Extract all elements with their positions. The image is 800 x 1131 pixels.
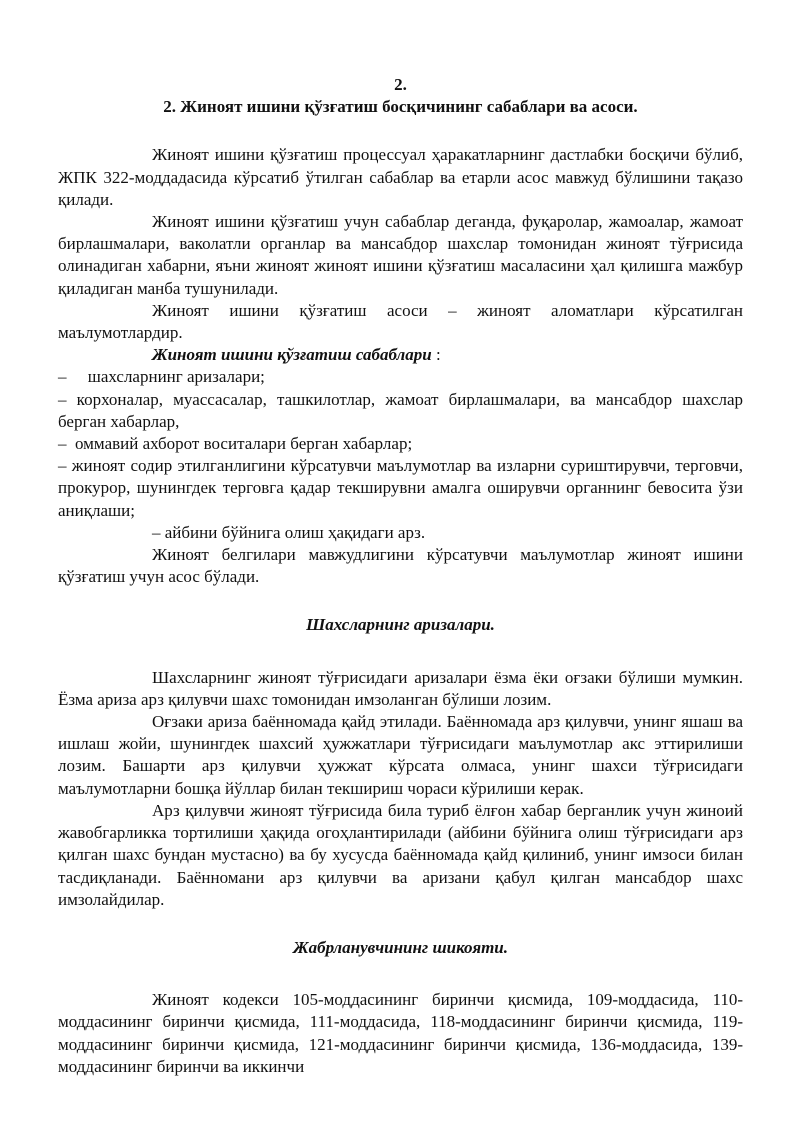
subheading-applications: Шахсларнинг аризалари.: [306, 615, 495, 635]
applications-paragraph-3: Арз қилувчи жиноят тўғрисида била туриб ёлғон хабар берганлик учун жиноий жавобгарликка тортилиши ҳақида огоҳлантирилади (айбини бўйнига олиш тўғрисидаги арз қилган шахс бундан мустасно) ва бу хусусда баённомада қайд қилиниб, унинг имзоси билан тасдиқланади. Баённомани арз қилувчи ва аризани қабул қилган мансабдор шахс имзолайдилар.: [58, 800, 743, 909]
document-page: [58, 74, 743, 1078]
intro-paragraph-3: Жиноят ишини қўзғатиш асоси – жиноят аломатлари кўрсатилган маълумотлардир.: [58, 300, 743, 343]
applications-paragraph-2: Оғзаки ариза баённомада қайд этилади. Баённомада арз қилувчи, унинг яшаш ва ишлаш жойи, шунингдек шахсий ҳужжатлари тўғрисидаги маълумотлар акс эттирилиши лозим. Башарти арз қилувчи ҳужжат кўрсата олмаса, унинг шахси тўғрисидаги маълумотларни бошқа йўллар билан текшириш чораси кўрилиши керак.: [58, 712, 743, 798]
section-title: 2. Жиноят ишини қўзғатиш босқичининг сабаблари ва асоси.: [163, 97, 638, 117]
intro-paragraph-1: Жиноят ишини қўзғатиш процессуал ҳаракатларнинг дастлабки босқичи бўлиб, ЖПК 322-моддадасида кўрсатиб ўтилган сабаблар ва етарли асос мавжуд бўлишини тақазо қилади.: [58, 145, 743, 209]
reason-item-1: – шахсларнинг аризалари;: [58, 367, 265, 387]
basis-paragraph: Жиноят белгилари мавжудлигини кўрсатувчи маълумотлар жиноят ишини қўзғатиш учун асос бўлади.: [58, 545, 743, 587]
reasons-label: Жиноят ишини қўзғатиш сабаблари: [152, 345, 432, 365]
reasons-heading: [58, 344, 743, 366]
applications-paragraph-1: Шахсларнинг жиноят тўғрисидаги аризалари ёзма ёки оғзаки бўлиши мумкин. Ёзма ариза арз қилувчи шахс томонидан имзоланган бўлиши лозим.: [58, 667, 743, 709]
subheading-victim-complaint: Жабрланувчининг шикояти.: [292, 937, 509, 957]
reason-item-4: – жиноят содир этилганлигини кўрсатувчи маълумотлар ва изларни суриштирувчи, терговчи, прокурор, шунингдек терговга қадар текширувни амалга оширувчи органнинг бевосита ўзи аниқлаши;: [58, 456, 743, 520]
reason-item-2: – корхоналар, муассасалар, ташкилотлар, жамоат бирлашмалари, ва мансабдор шахслар берган хабарлар,: [58, 389, 743, 431]
reason-item-3: – оммавий ахборот воситалари берган хабарлар;: [58, 434, 413, 454]
reason-item-5: – айбини бўйнига олиш ҳақидаги арз.: [152, 522, 426, 542]
victim-complaint-paragraph: Жиноят кодекси 105-моддасининг биринчи қисмида, 109-моддасида, 110-моддасининг биринчи қисмида, 111-моддасида, 118-моддасининг биринчи қисмида, 119-моддасининг биринчи қисмида, 121-моддасининг биринчи қисмида, 136-моддасида, 139-моддасининг биринчи ва иккинчи: [58, 990, 743, 1076]
section-number: 2.: [394, 75, 407, 94]
intro-paragraph-2: Жиноят ишини қўзғатиш учун сабаблар деганда, фуқаролар, жамоалар, жамоат бирлашмалари, ваколатли органлар ва мансабдор шахслар томонидан жиноят тўғрисида олинадиган хабарни, яъни жиноят жиноят ишини қўзғатиш масаласини ҳал қилишга мажбур қиладиган манба тушунилади.: [58, 212, 743, 298]
reasons-colon: :: [431, 345, 441, 365]
